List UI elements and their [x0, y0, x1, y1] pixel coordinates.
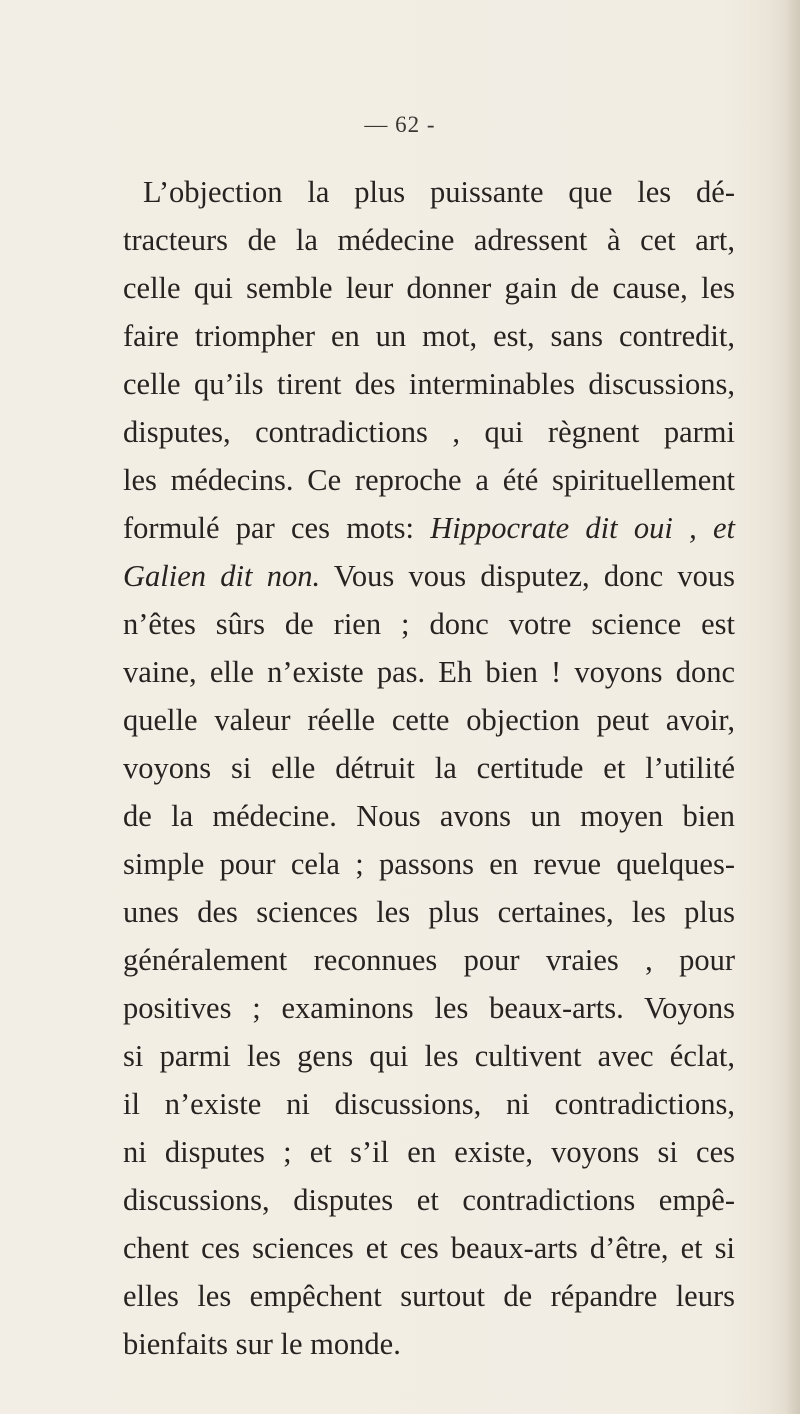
text-line: il n’existe ni discussions, ni contradictions, [123, 1087, 735, 1121]
text-line: généralement reconnues pour vraies , pour [123, 943, 735, 977]
text-line: formulé par ces mots: Hippocrate dit oui , et [123, 511, 735, 545]
text-line: quelle valeur réelle cette objection peut avoir, [123, 703, 735, 737]
italic-quote: Hippocrate dit oui , et [430, 511, 735, 545]
text-line: unes des sciences les plus certaines, les plus [123, 895, 735, 929]
text-line: Galien dit non. Vous vous disputez, donc vous [123, 559, 735, 593]
text-line: vaine, elle n’existe pas. Eh bien ! voyons donc [123, 655, 735, 689]
text-line: de la médecine. Nous avons un moyen bien [123, 799, 735, 833]
text-line: n’êtes sûrs de rien ; donc votre science est [123, 607, 735, 641]
text-line: L’objection la plus puissante que les dé- [143, 175, 735, 209]
text-line: faire triompher en un mot, est, sans contredit, [123, 319, 735, 353]
text-line: positives ; examinons les beaux-arts. Voyons [123, 991, 735, 1025]
text-line: celle qu’ils tirent des interminables discussions, [123, 367, 735, 401]
text-line: si parmi les gens qui les cultivent avec éclat, [123, 1039, 735, 1073]
text-line: bienfaits sur le monde. [123, 1327, 401, 1361]
page-number: — 62 - [364, 112, 436, 137]
text-line: voyons si elle détruit la certitude et l’utilité [123, 751, 735, 785]
text-line: tracteurs de la médecine adressent à cet art, [123, 223, 735, 257]
text-line: disputes, contradictions , qui règnent parmi [123, 415, 735, 449]
body-paragraph [123, 168, 735, 1368]
text-line: les médecins. Ce reproche a été spirituellement [123, 463, 735, 497]
text-line: celle qui semble leur donner gain de cause, les [123, 271, 735, 305]
text-line: simple pour cela ; passons en revue quelques- [123, 847, 735, 881]
text-line: elles les empêchent surtout de répandre leurs [123, 1279, 735, 1313]
page-edge-shadow [786, 0, 800, 1414]
italic-quote: Galien dit non. [123, 559, 321, 593]
text-line: ni disputes ; et s’il en existe, voyons si ces [123, 1135, 735, 1169]
text-line: chent ces sciences et ces beaux-arts d’être, et si [123, 1231, 735, 1265]
text-line: discussions, disputes et contradictions empê- [123, 1183, 735, 1217]
